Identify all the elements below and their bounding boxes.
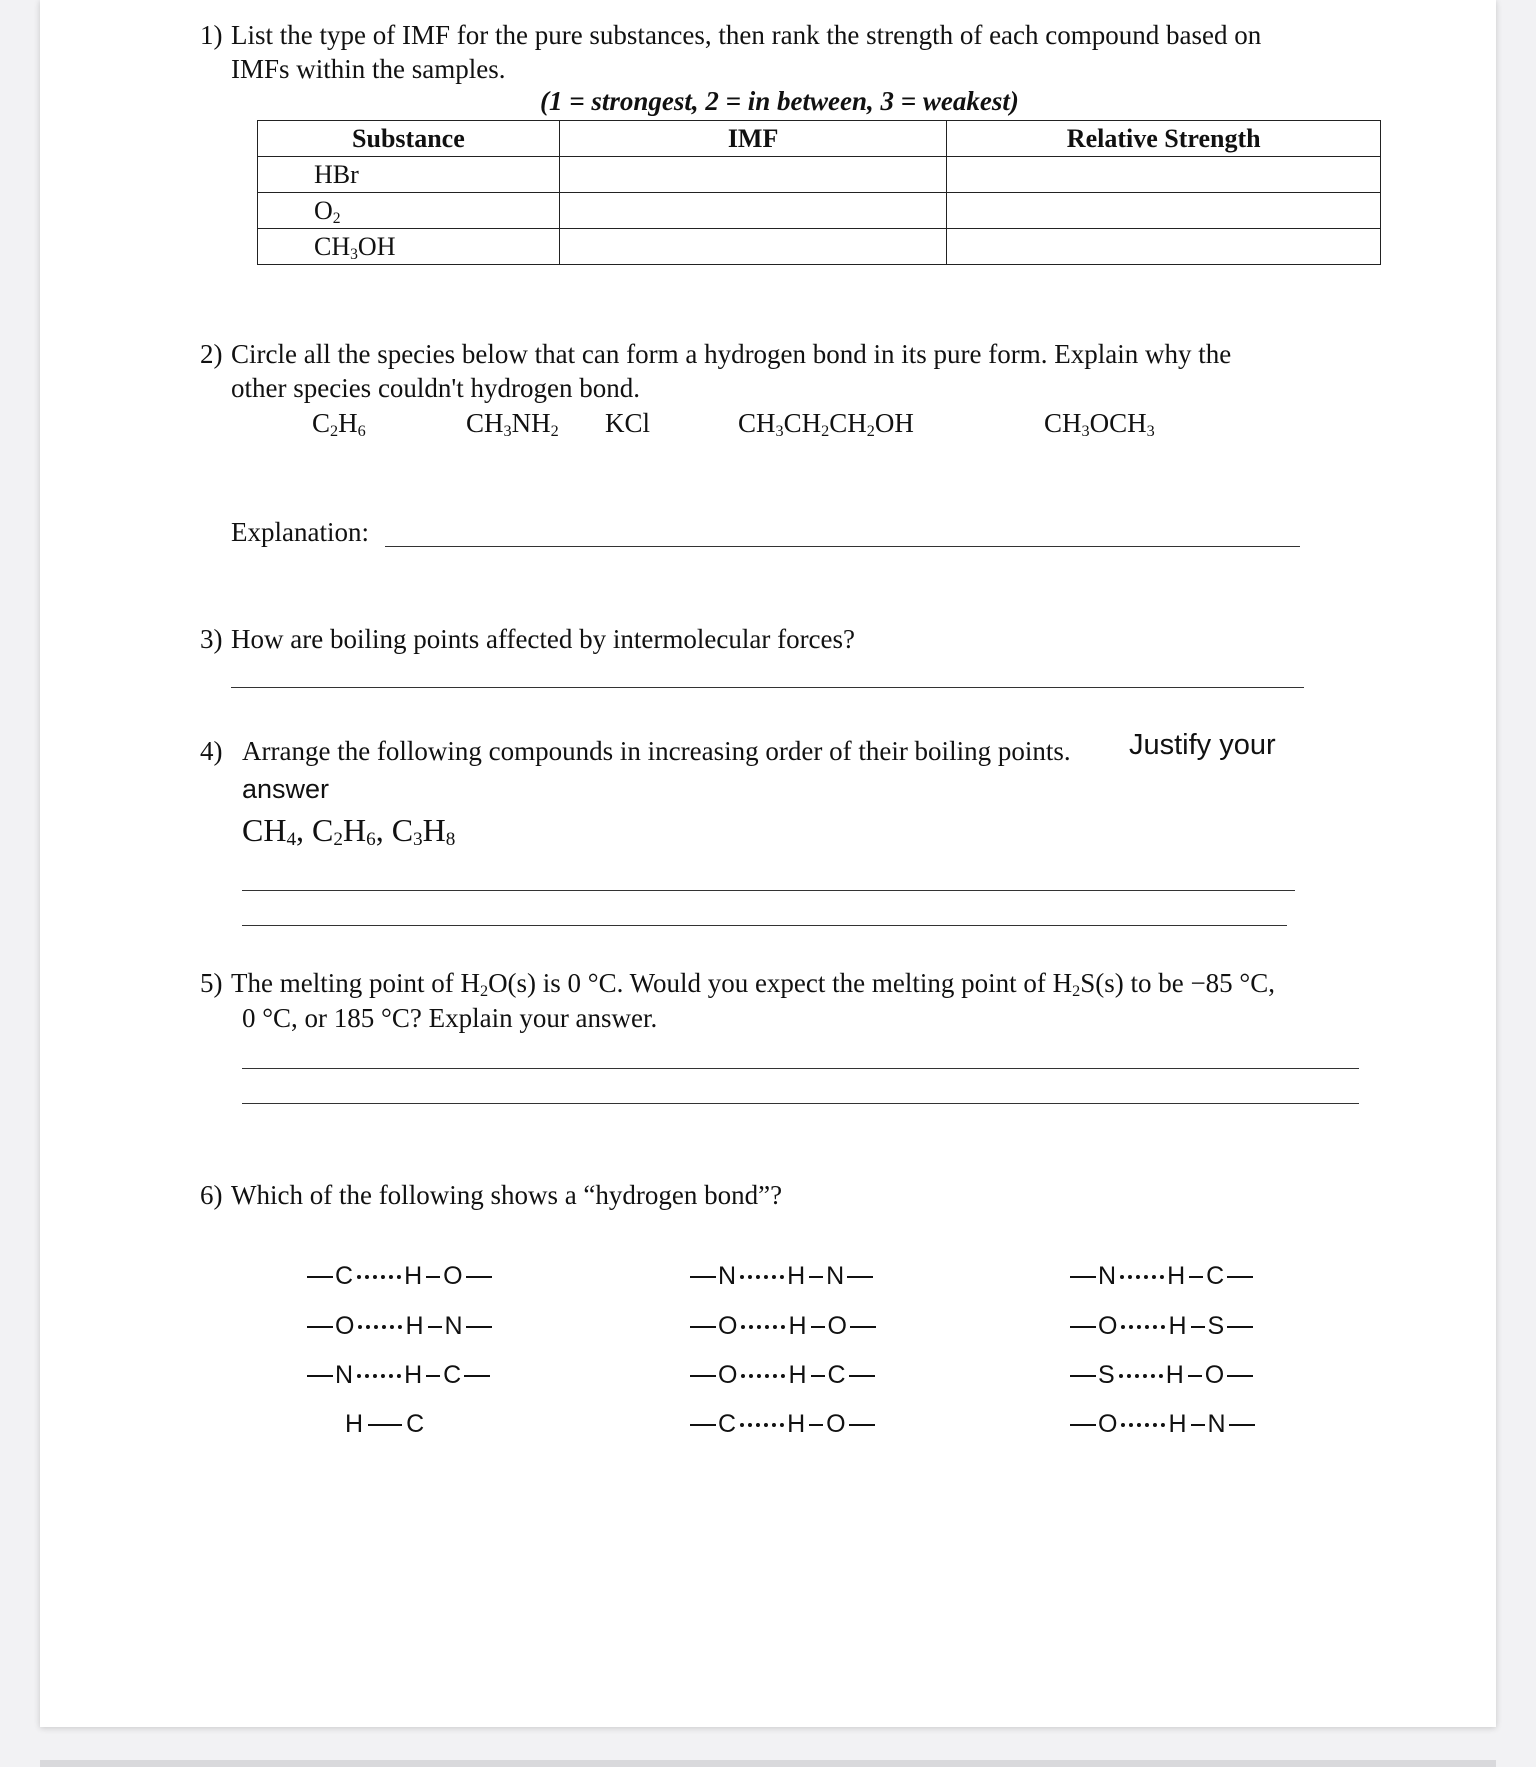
q2-text-line1: Circle all the species below that can form a hydrogen bond in its pure form. Explain why the [231,339,1232,369]
q4-text-line1: Arrange the following compounds in increasing order of their boiling points. [242,736,1071,766]
table-row [258,157,1381,193]
q5-text-line1: The melting point of $H_2O(s)$ is 0 °C. Would you expect the melting point of $H_2S(s)$ to be −85 °C, [231,968,1275,1000]
hbond-option-n-h-c[interactable]: N H C [1068,1262,1255,1291]
hbond-option-s-h-o[interactable]: S H O [1068,1361,1255,1390]
hbond-option-o-h-n[interactable]: O H N [1068,1410,1257,1439]
q4-compounds: $CH_4$, $C_2H_6$, $C_3H_8$ [242,812,456,850]
imf-table [257,120,1381,265]
substance-cell: $CH_3OH$ [258,229,560,265]
substance-cell: $O_2$ [258,193,560,229]
q3-answer-line[interactable] [231,687,1304,688]
q3-text: How are boiling points affected by intermolecular forces? [231,624,856,654]
strength-cell[interactable] [947,229,1381,265]
q5-answer-line-1[interactable] [242,1068,1359,1069]
q1-text-line2: IMFs within the samples. [231,54,506,84]
imf-cell[interactable] [559,193,947,229]
q5-text-line2: 0 °C, or 185 °C? Explain your answer. [242,1003,658,1033]
substance-cell: HBr [258,157,560,193]
hbond-option-c-h-o[interactable]: C H O [688,1410,877,1439]
header-imf: IMF [559,121,947,157]
species-ch3ch2ch2oh[interactable]: $CH_3CH_2CH_2OH$ [738,408,914,440]
hbond-option-n-h-c[interactable]: N H C [305,1361,492,1390]
q4-answer-line-1[interactable] [242,890,1295,891]
q5-answer-line-2[interactable] [242,1103,1359,1104]
hbond-option-c-h-o[interactable]: C H O [305,1262,494,1291]
imf-cell[interactable] [559,157,947,193]
hbond-option-o-h-o[interactable]: O H O [688,1312,878,1341]
explanation-answer-line[interactable] [385,546,1300,547]
hbond-option-o-h-c[interactable]: O H C [688,1361,877,1390]
imf-cell[interactable] [559,229,947,265]
strength-cell[interactable] [947,157,1381,193]
table-row [258,193,1381,229]
q6-number: 6) [200,1180,223,1210]
q4-text-line2: answer [242,774,330,804]
header-relative-strength: Relative Strength [947,121,1381,157]
species-c2h6[interactable]: $C_2H_6$ [312,408,366,440]
species-ch3och3[interactable]: $CH_3OCH_3$ [1044,408,1155,440]
q6-text: Which of the following shows a “hydrogen bond”? [231,1180,783,1210]
explanation-label: Explanation: [231,517,369,547]
species-kcl[interactable]: KCl [605,408,651,438]
hbond-option-h-c[interactable]: H C [345,1410,426,1438]
header-substance: Substance [258,121,560,157]
strength-cell[interactable] [947,193,1381,229]
q4-answer-line-2[interactable] [242,925,1287,926]
q1-text-line1: List the type of IMF for the pure substances, then rank the strength of each compound based on [231,20,1262,50]
hbond-option-o-h-n[interactable]: O H N [305,1312,494,1341]
table-header-row [258,121,1381,157]
table-row [258,229,1381,265]
q1-scale-hint: (1 = strongest, 2 = in between, 3 = weakest) [540,86,1019,116]
q5-number: 5) [200,968,223,998]
hbond-option-o-h-s[interactable]: O H S [1068,1312,1255,1341]
hbond-option-n-h-n[interactable]: N H N [688,1262,875,1291]
q1-number: 1) [200,20,223,50]
q2-number: 2) [200,339,223,369]
q3-number: 3) [200,624,223,654]
q4-number: 4) [200,736,223,766]
species-ch3nh2[interactable]: $CH_3NH_2$ [466,408,559,440]
q2-text-line2: other species couldn't hydrogen bond. [231,373,641,403]
q4-justify: Justify your [1129,729,1276,761]
page-edge [40,1760,1496,1767]
